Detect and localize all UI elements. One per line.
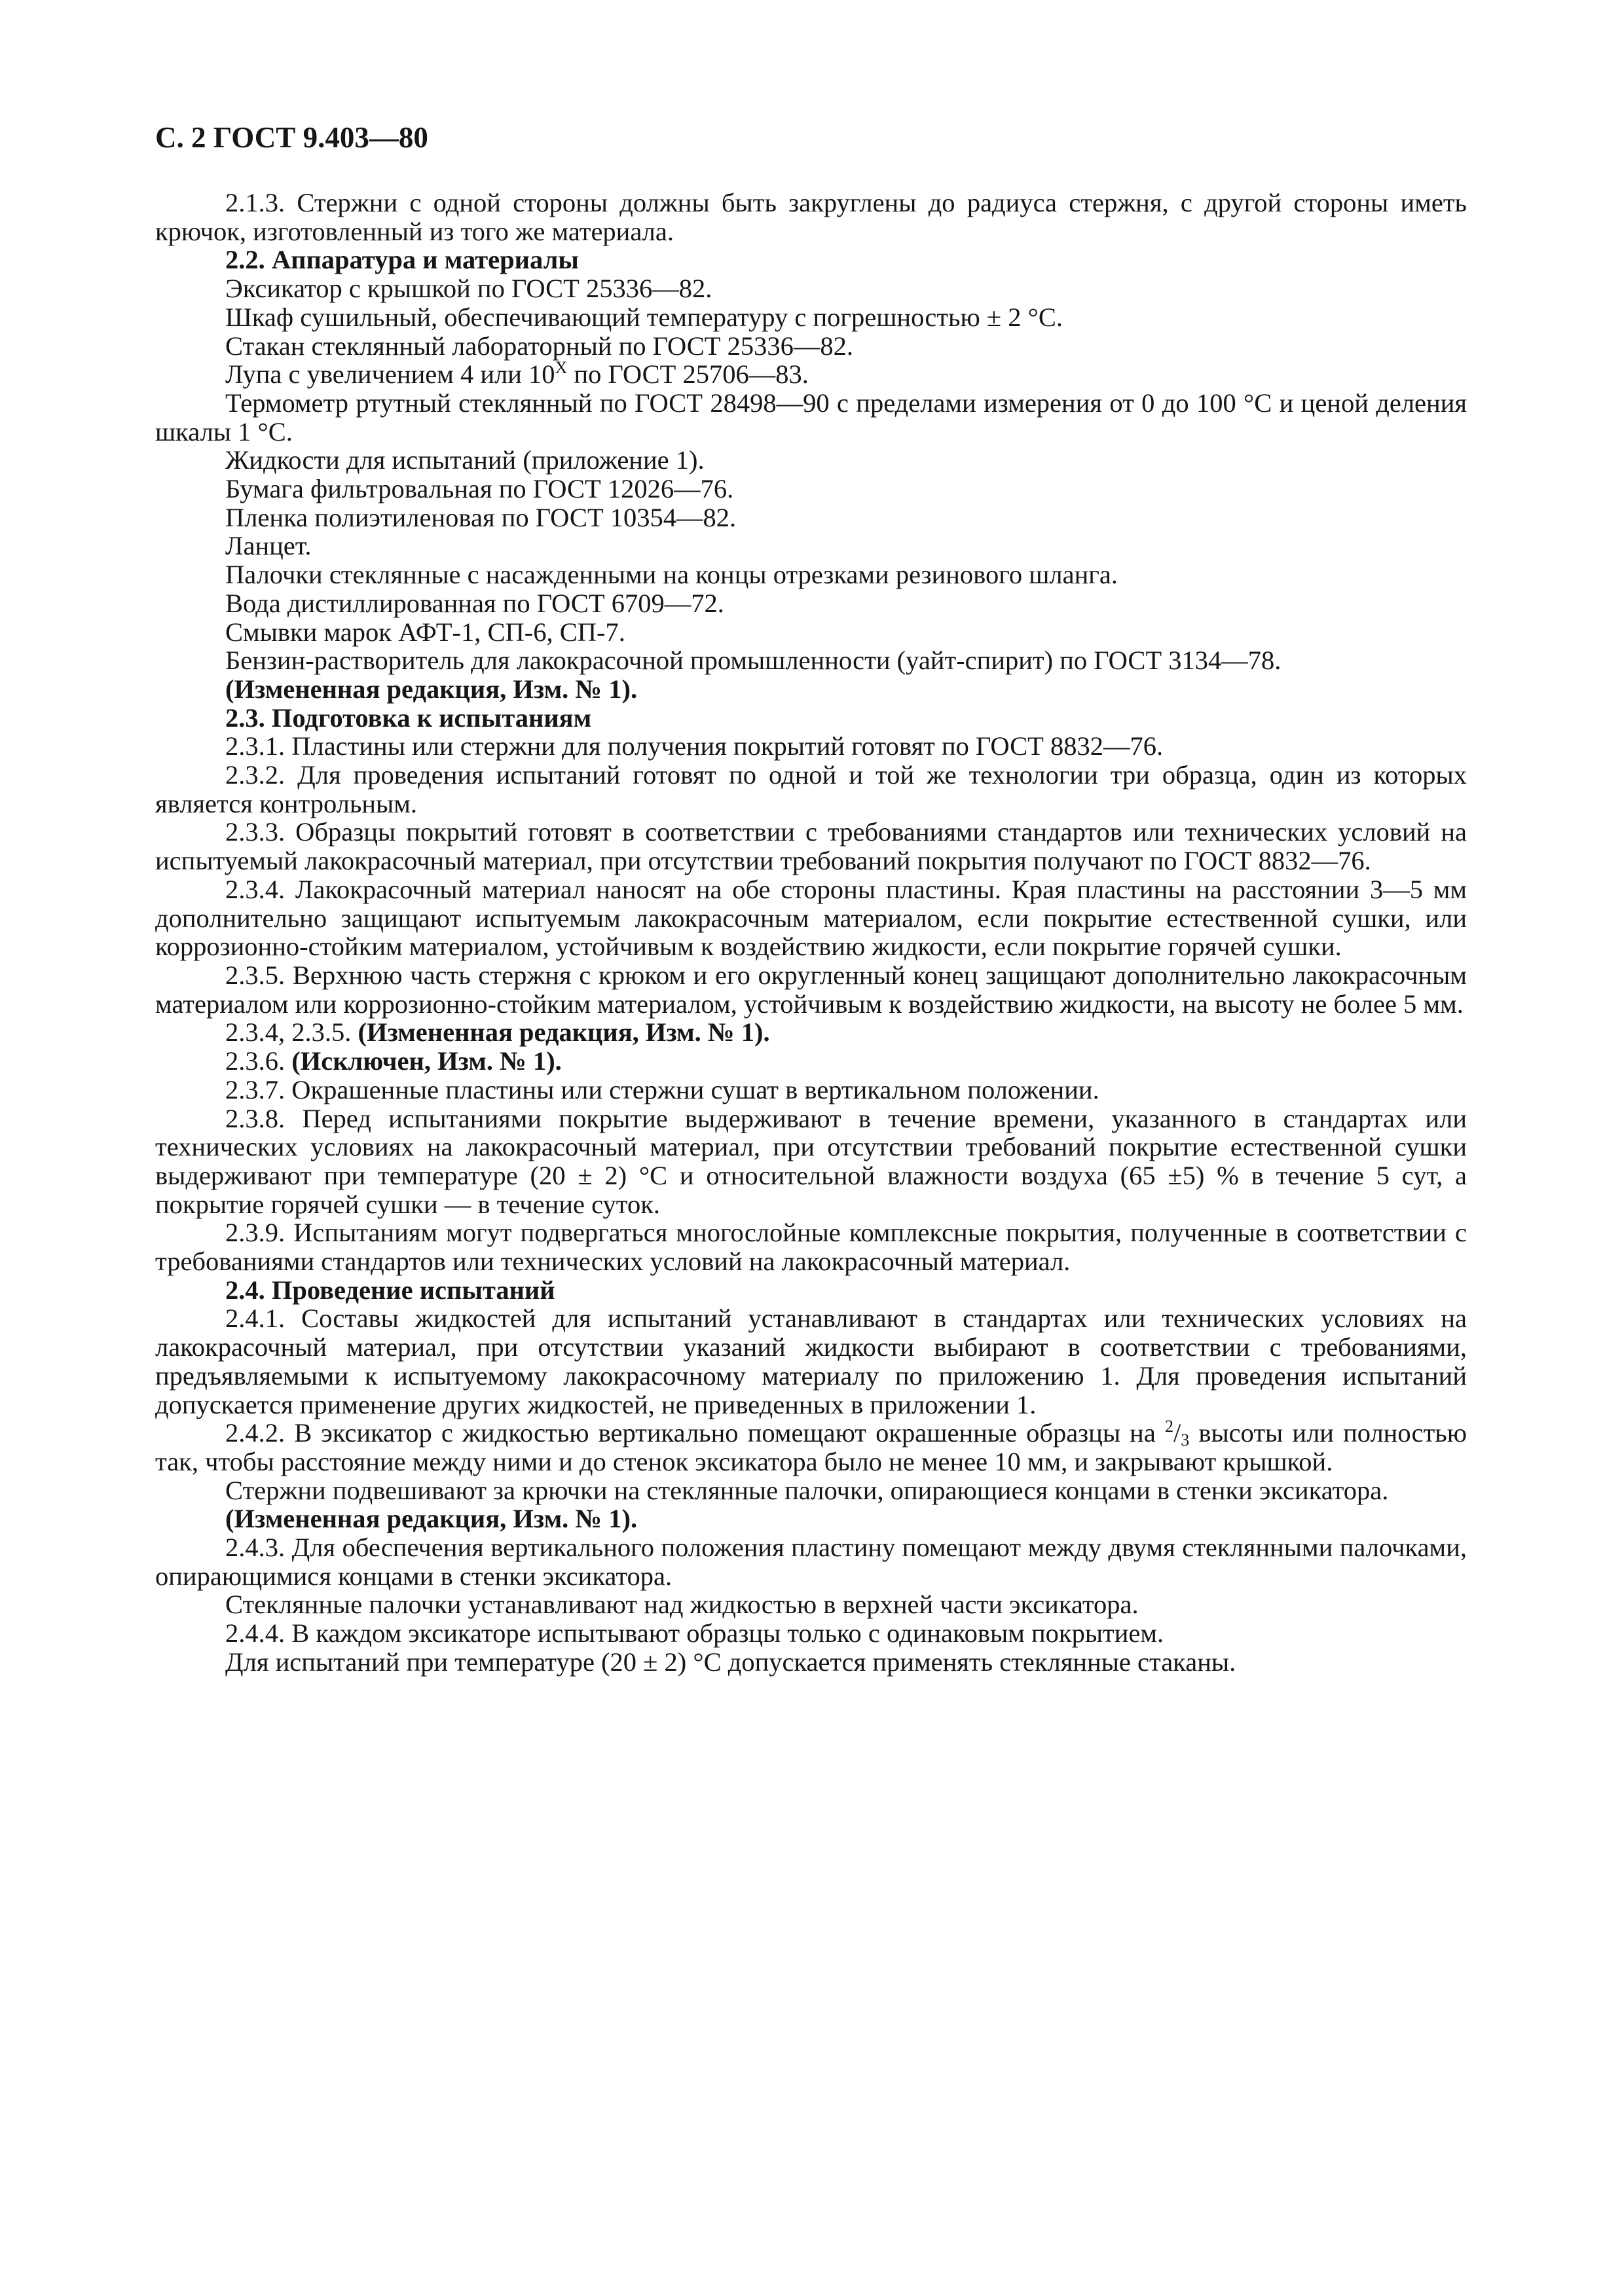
paragraph-text: 2.4.2. В эксикатор с жидкостью вертикально помещают окрашенные образцы на bbox=[225, 1418, 1165, 1448]
paragraph-text: по ГОСТ 25706—83. bbox=[567, 359, 809, 390]
paragraph: 2.4.3. Для обеспечения вертикального положения пластину помещают между двумя стеклянными палочками, опирающимися концами в стенки эксикатора. bbox=[155, 1533, 1467, 1591]
paragraph: Эксикатор с крышкой по ГОСТ 25336—82. bbox=[225, 274, 712, 304]
paragraph: 2.3.8. Перед испытаниями покрытие выдерживают в течение времени, указанного в стандартах или технических условиях на лакокрасочный материал, при отсутствии требований покрытие естественной сушки выдерживают при температуре (20 ± 2) °С и относительной влажности воздуха (65 ±5) % в течение 5 сут, а покрытие горячей сушки — в течение суток. bbox=[155, 1103, 1467, 1219]
paragraph-text: Лупа с увеличением 4 или 10 bbox=[225, 359, 555, 390]
paragraph bbox=[155, 1018, 1467, 1047]
bold-note: (Измененная редакция, Изм. № 1). bbox=[358, 1017, 770, 1048]
paragraph: Стакан стеклянный лабораторный по ГОСТ 25336—82. bbox=[225, 331, 854, 361]
page-header: С. 2 ГОСТ 9.403—80 bbox=[155, 121, 428, 154]
paragraph: 2.1.3. Стержни с одной стороны должны быть закруглены до радиуса стержня, с другой стороны иметь крючок, изготовленный из того же материала. bbox=[155, 188, 1467, 246]
fraction-slash: / bbox=[1173, 1418, 1181, 1448]
paragraph: 2.3.1. Пластины или стержни для получения покрытий готовят по ГОСТ 8832—76. bbox=[225, 731, 1164, 761]
paragraph: Ланцет. bbox=[225, 531, 312, 561]
paragraph: Бумага фильтровальная по ГОСТ 12026—76. bbox=[225, 474, 734, 504]
paragraph: Термометр ртутный стеклянный по ГОСТ 28498—90 с пределами измерения от 0 до 100 °С и ценой деления шкалы 1 °С. bbox=[155, 388, 1467, 446]
paragraph: Вода дистиллированная по ГОСТ 6709—72. bbox=[225, 588, 724, 618]
paragraph: 2.3.9. Испытаниям могут подвергаться многослойные комплексные покрытия, полученные в соответствии с требованиями стандартов или технических условий на лакокрасочный материал. bbox=[155, 1218, 1467, 1277]
paragraph: 2.3.2. Для проведения испытаний готовят по одной и той же технологии три образца, один из которых является контрольным. bbox=[155, 760, 1467, 818]
paragraph-text: 2.3.4, 2.3.5. bbox=[225, 1017, 358, 1048]
bold-note: (Исключен, Изм. № 1). bbox=[291, 1046, 562, 1076]
section-heading: (Измененная редакция, Изм. № 1). bbox=[225, 1504, 638, 1534]
paragraph: Палочки стеклянные с насажденными на концы отрезками резинового шланга. bbox=[225, 560, 1118, 590]
paragraph bbox=[155, 360, 1467, 389]
paragraph: 2.3.3. Образцы покрытий готовят в соответствии с требованиями стандартов или технических условий на испытуемый лакокрасочный материал, при отсутствии требований покрытия получают по ГОСТ 8832—76. bbox=[155, 817, 1467, 876]
paragraph: 2.4.4. В каждом эксикаторе испытывают образцы только с одинаковым покрытием. bbox=[225, 1618, 1164, 1649]
paragraph: 2.3.5. Верхнюю часть стержня с крюком и его округленный конец защищают дополнительно лакокрасочным материалом или коррозионно-стойким материалом, устойчивым к воздействию жидкости, на высоту не более 5 мм. bbox=[155, 960, 1467, 1019]
paragraph: Стеклянные палочки устанавливают над жидкостью в верхней части эксикатора. bbox=[225, 1590, 1139, 1620]
paragraph: Для испытаний при температуре (20 ± 2) °С допускается применять стеклянные стаканы. bbox=[225, 1647, 1236, 1677]
paragraph: Пленка полиэтиленовая по ГОСТ 10354—82. bbox=[225, 502, 737, 532]
paragraph-text: 2.3.6. bbox=[225, 1046, 292, 1076]
section-heading: (Измененная редакция, Изм. № 1). bbox=[225, 674, 638, 704]
document-body bbox=[155, 189, 1467, 1677]
paragraph bbox=[155, 1047, 1467, 1076]
paragraph: Шкаф сушильный, обеспечивающий температуру с погрешностью ± 2 °С. bbox=[225, 302, 1063, 332]
superscript: 2 bbox=[1164, 1417, 1173, 1436]
superscript: X bbox=[555, 358, 568, 378]
section-heading: 2.4. Проведение испытаний bbox=[225, 1275, 555, 1305]
paragraph: Смывки марок АФТ-1, СП-6, СП-7. bbox=[225, 617, 625, 647]
paragraph bbox=[155, 1419, 1467, 1476]
section-heading: 2.2. Аппаратура и материалы bbox=[225, 245, 579, 275]
section-heading: 2.3. Подготовка к испытаниям bbox=[225, 702, 592, 733]
paragraph: Стержни подвешивают за крючки на стеклянные палочки, опирающиеся концами в стенки эксикатора. bbox=[225, 1475, 1389, 1505]
subscript: 3 bbox=[1181, 1430, 1190, 1450]
paragraph: 2.4.1. Составы жидкостей для испытаний устанавливают в стандартах или технических условиях на лакокрасочный материал, при отсутствии указаний жидкости выбирают в соответствии с требованиями, предъявляемыми к испытуемому лакокрасочному материалу по приложению 1. Для проведения испытаний допускается применение других жидкостей, не приведенных в приложении 1. bbox=[155, 1303, 1467, 1419]
paragraph: 2.3.7. Окрашенные пластины или стержни сушат в вертикальном положении. bbox=[225, 1074, 1099, 1104]
paragraph: Жидкости для испытаний (приложение 1). bbox=[225, 445, 705, 475]
paragraph: Бензин-растворитель для лакокрасочной промышленности (уайт-спирит) по ГОСТ 3134—78. bbox=[225, 646, 1281, 676]
paragraph: 2.3.4. Лакокрасочный материал наносят на обе стороны пластины. Края пластины на расстоянии 3—5 мм дополнительно защищают испытуемым лакокрасочным материалом, если покрытие естественной сушки, или коррозионно-стойким материалом, устойчивым к воздействию жидкости, если покрытие горячей сушки. bbox=[155, 874, 1467, 962]
paragraph-text: высоты или полностью так, чтобы расстояние между ними и до стенок эксикатора было не менее 10 мм, и закрывают крышкой. bbox=[155, 1418, 1467, 1476]
